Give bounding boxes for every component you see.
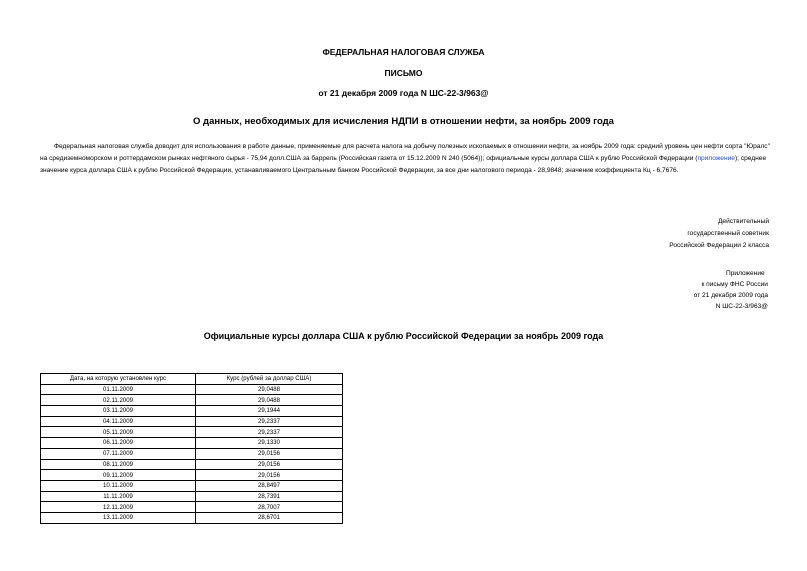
document-date-number: от 21 декабря 2009 года N ШС-22-3/963@ (318, 88, 489, 98)
signature-line: Российской Федерации 2 класса (669, 242, 769, 249)
column-header-date: Дата, на которую установлен курс (41, 374, 196, 385)
date-cell: 13.11.2009 (41, 512, 196, 523)
date-cell: 06.11.2009 (41, 438, 196, 449)
table-row (41, 470, 343, 481)
body-text-part-2: ); среднее значение курса доллара США к рублю Российской Федерации, устанавливаемого Центральным банком Российской Федерации, за все дни налогового периода - 28,9848; значение коэффициента Кц - 6,7676. (40, 155, 767, 174)
rate-cell: 29,2337 (196, 416, 343, 427)
document-type: ПИСЬМО (384, 68, 423, 78)
document-subject: О данных, необходимых для исчисления НДПИ в отношении нефти, за ноябрь 2009 года (193, 116, 614, 127)
table-row (41, 448, 343, 459)
rate-cell: 29,0156 (196, 470, 343, 481)
date-cell: 12.11.2009 (41, 502, 196, 513)
letter-body (40, 141, 770, 177)
rate-cell: 29,1944 (196, 406, 343, 417)
table-row (41, 427, 343, 438)
date-cell: 05.11.2009 (41, 427, 196, 438)
body-text-part-1: Федеральная налоговая служба доводит для использования в работе данные, применяемые для расчета налога на добычу полезных ископаемых в отношении нефти, за ноябрь 2009 года: средний уровень цен нефти сорта "Юралс" на средиземноморском и роттердамском рынках нефтяного сырья - 75,94 долл.США за баррель (Российская газета от 15.12.2009 N 240 (5064)); официальные курсы доллара США к рублю Российской Федерации ( (40, 143, 770, 162)
rate-cell: 29,1330 (196, 438, 343, 449)
rate-cell: 29,0488 (196, 384, 343, 395)
table-row (41, 480, 343, 491)
table-row (41, 384, 343, 395)
date-cell: 04.11.2009 (41, 416, 196, 427)
exchange-rates-table (40, 373, 343, 524)
signature-line: Действительный (717, 218, 769, 225)
appendix-line: к письму ФНС России (701, 281, 768, 288)
rate-cell: 29,0156 (196, 448, 343, 459)
rate-cell: 29,2337 (196, 427, 343, 438)
agency-name: ФЕДЕРАЛЬНАЯ НАЛОГОВАЯ СЛУЖБА (322, 47, 485, 57)
rate-cell: 28,6701 (196, 512, 343, 523)
column-header-rate: Курс (рублей за доллар США) (196, 374, 343, 385)
date-cell: 03.11.2009 (41, 406, 196, 417)
table-row (41, 502, 343, 513)
date-cell: 07.11.2009 (41, 448, 196, 459)
date-cell: 08.11.2009 (41, 459, 196, 470)
table-row (41, 395, 343, 406)
table-row (41, 512, 343, 523)
signature-block (589, 216, 769, 252)
rate-cell: 28,7007 (196, 502, 343, 513)
date-cell: 02.11.2009 (41, 395, 196, 406)
rate-cell: 29,0156 (196, 459, 343, 470)
rate-cell: 28,8497 (196, 480, 343, 491)
date-cell: 01.11.2009 (41, 384, 196, 395)
rate-cell: 28,7391 (196, 491, 343, 502)
appendix-line: от 21 декабря 2009 года (693, 292, 768, 299)
table-row (41, 438, 343, 449)
table-row (41, 406, 343, 417)
date-cell: 11.11.2009 (41, 491, 196, 502)
date-cell: 10.11.2009 (41, 480, 196, 491)
appendix-link[interactable]: приложение (697, 155, 735, 162)
table-row (41, 459, 343, 470)
appendix-line: Приложение (726, 270, 765, 277)
table-header-row (41, 374, 343, 385)
date-cell: 09.11.2009 (41, 470, 196, 481)
table-title: Официальные курсы доллара США к рублю Российской Федерации за ноябрь 2009 года (203, 331, 604, 341)
table-row (41, 416, 343, 427)
appendix-line: N ШС-22-3/963@ (715, 303, 768, 310)
table-row (41, 491, 343, 502)
rate-cell: 29,0488 (196, 395, 343, 406)
signature-line: государственный советник (687, 230, 769, 237)
appendix-note (648, 268, 768, 312)
